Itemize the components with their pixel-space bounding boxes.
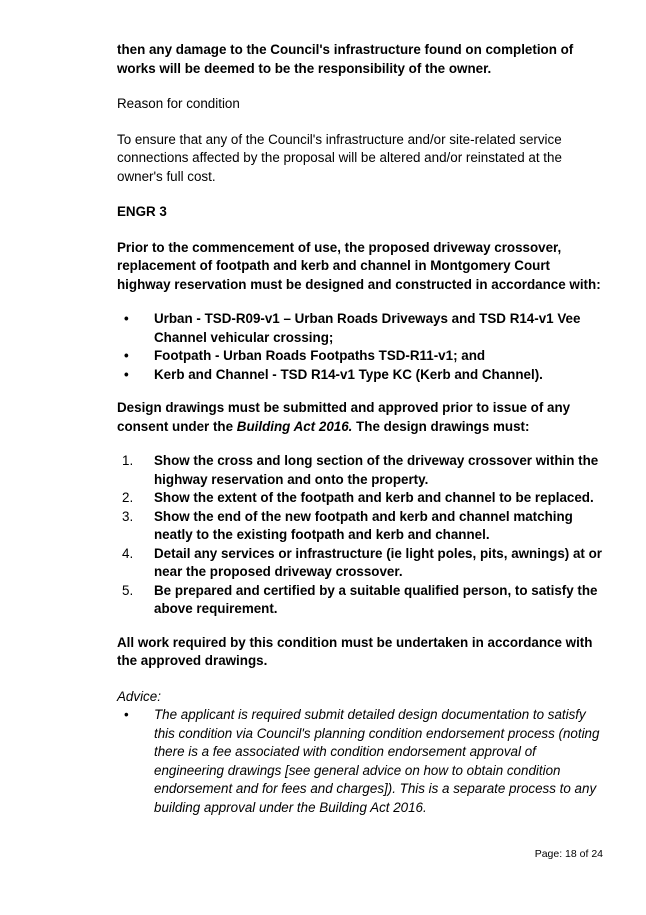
list-number: 1. xyxy=(122,453,134,468)
advice-heading: Advice: xyxy=(117,688,161,704)
engr3-requirement: Prior to the commencement of use, the proposed driveway crossover, replacement of footpath and kerb and channel in Montgomery Court highway reservation must be designed and constructed in accordance with: xyxy=(117,239,601,292)
list-item-text: Show the end of the new footpath and kerb and channel matching neatly to the existing footpath and kerb and channel. xyxy=(154,508,573,542)
design-drawings-paragraph xyxy=(117,399,607,436)
list-item xyxy=(117,706,607,817)
list-item-text: Detail any services or infrastructure (ie light poles, pits, awnings) at or near the proposed driveway crossover. xyxy=(154,545,602,579)
list-item xyxy=(117,545,607,582)
bullet-marker: • xyxy=(124,348,129,363)
page-content xyxy=(117,41,607,817)
bullet-marker: • xyxy=(124,366,129,382)
standards-list xyxy=(117,310,607,384)
advice-list xyxy=(117,706,607,817)
list-item-text: Be prepared and certified by a suitable qualified person, to satisfy the above requirement. xyxy=(154,582,598,616)
list-item-text: Footpath - Urban Roads Footpaths TSD-R11-v1; and xyxy=(154,348,486,363)
design-text-pre: Design drawings must be submitted and approved prior to issue of any consent under the xyxy=(117,400,571,434)
list-item xyxy=(117,582,607,619)
list-item-text: Urban - TSD-R09-v1 – Urban Roads Driveways and TSD R14-v1 Vee Channel vehicular crossing; xyxy=(154,311,581,345)
list-number: 2. xyxy=(122,490,134,505)
list-item-text: Kerb and Channel - TSD R14-v1 Type KC (Kerb and Channel). xyxy=(154,366,543,382)
list-item-text: The applicant is required submit detailed design documentation to satisfy this condition via Council's planning condition endorsement process (noting there is a fee associated with condition endorsement approval of engineering drawings [see general advice on how to obtain condition endorsement and for fees and charges]). This is a separate process to any building approval under the Building Act 2016. xyxy=(154,707,600,815)
list-number: 5. xyxy=(122,582,134,598)
list-item xyxy=(117,310,607,347)
design-text-post: The design drawings must: xyxy=(352,418,530,434)
list-item-text: Show the extent of the footpath and kerb and channel to be replaced. xyxy=(154,490,594,505)
list-item xyxy=(117,347,607,366)
bullet-marker: • xyxy=(124,707,129,722)
list-number: 4. xyxy=(122,545,134,561)
list-item xyxy=(117,366,607,385)
design-requirements-list xyxy=(117,452,607,619)
reason-text: To ensure that any of the Council's infrastructure and/or site-related service connections affected by the proposal will be altered and/or reinstated at the owner's full cost. xyxy=(117,131,562,184)
reason-heading: Reason for condition xyxy=(117,96,240,111)
building-act-reference: Building Act 2016. xyxy=(236,418,353,434)
list-item-text: Show the cross and long section of the driveway crossover within the highway reservation and onto the property. xyxy=(154,453,599,487)
engr3-heading: ENGR 3 xyxy=(117,204,167,219)
list-item xyxy=(117,508,607,545)
closing-paragraph: All work required by this condition must be undertaken in accordance with the approved drawings. xyxy=(117,634,593,668)
list-item xyxy=(117,452,607,489)
damage-responsibility-paragraph: then any damage to the Council's infrastructure found on completion of works will be deemed to be the responsibility of the owner. xyxy=(117,42,574,76)
bullet-marker: • xyxy=(124,311,129,326)
page-number: Page: 18 of 24 xyxy=(534,848,603,860)
list-item xyxy=(117,489,607,508)
list-number: 3. xyxy=(122,508,134,524)
